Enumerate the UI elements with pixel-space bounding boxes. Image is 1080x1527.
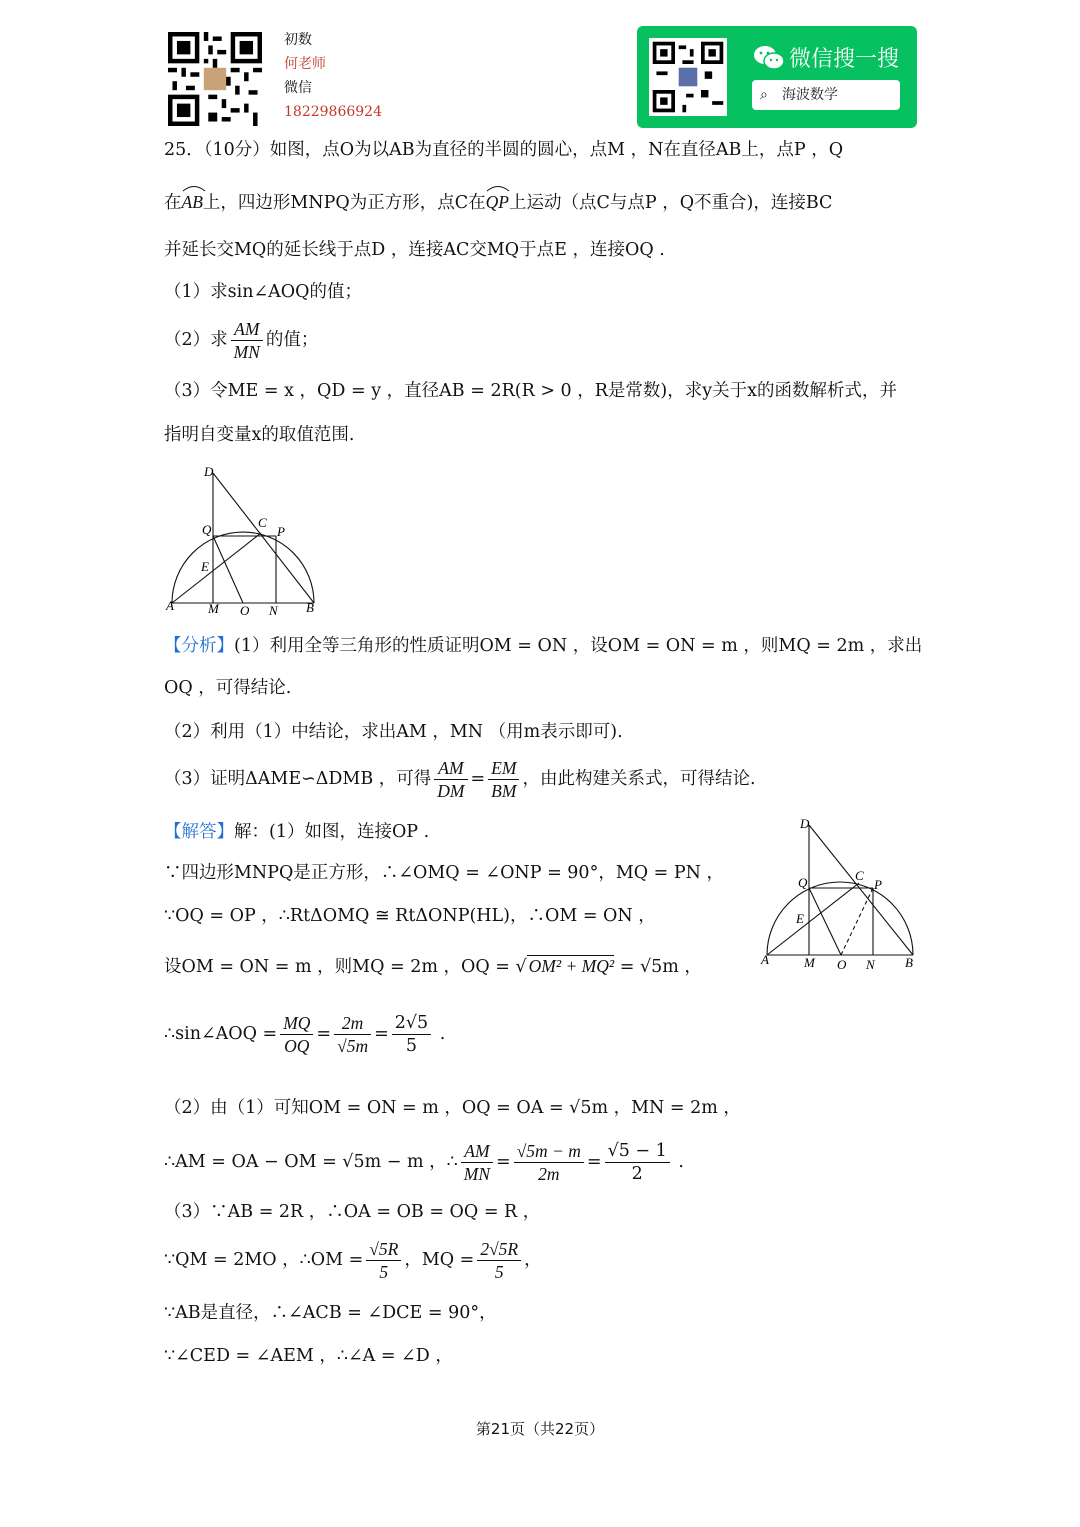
solution-line-3: 设OM = ON = m ，则MQ = 2m ，OQ = √ OM² + MQ² = √5m ， xyxy=(164,956,702,977)
solution-line-5: （2）由（1）可知OM = ON = m ，OQ = OA = √5m ，MN = 2m ， xyxy=(164,1098,741,1118)
question-1: （1）求sin∠AOQ的值； xyxy=(164,282,362,302)
label-m: M xyxy=(208,601,219,616)
label-d: D xyxy=(204,464,214,479)
header-phone: 18229866924 xyxy=(284,104,382,120)
label-c: C xyxy=(258,515,267,530)
solution-tag: 【解答】 xyxy=(164,822,234,842)
label-o: O xyxy=(240,603,250,618)
header-label-wechat: 微信 xyxy=(284,80,312,96)
label-e-2: E xyxy=(796,911,804,926)
analysis-line-2: OQ ，可得结论. xyxy=(164,678,292,698)
solution-line-7: （3）∵AB = 2R ，∴OA = OB = OQ = R ， xyxy=(164,1202,541,1222)
label-c-2: C xyxy=(855,868,864,883)
search-icon: ⌕ xyxy=(760,87,768,103)
question-3: （3）令ME = x ，QD = y ，直径AB = 2R(R > 0 ，R是常数)，求y关于x的函数解析式，并 xyxy=(164,381,898,401)
analysis-line-3: （2）利用（1）中结论，求出AM ，MN （用m表示即可). xyxy=(164,722,623,742)
problem-line-3: 并延长交MQ的延长线于点D ，连接AC交MQ于点E ，连接OQ . xyxy=(164,240,665,260)
label-b: B xyxy=(306,600,314,615)
solution-line-8: ∵QM = 2MO ，∴OM = $\frac{√5R}{5}$ ，MQ = $\frac{2√5R}{5}$ ， xyxy=(164,1239,542,1282)
solution-line-2: ∵OQ = OP ，∴RtΔOMQ ≅ RtΔONP(HL)，∴OM = ON ， xyxy=(164,906,656,926)
header-label-teacher: 何老师 xyxy=(284,56,326,72)
geometry-figure-2 xyxy=(755,812,925,977)
analysis-line-4: （3）证明ΔAME∽ΔDMB ，可得 $\frac{AM}{DM}$ = $\frac{EM}{BM}$ ，由此构建关系式，可得结论. xyxy=(164,758,756,801)
problem-line-2: 在 AB上，四边形MNPQ为正方形，点C在 QP上运动（点C与点P ，Q不重合)，连接BC xyxy=(164,190,832,215)
wechat-search-box[interactable] xyxy=(752,80,900,110)
solution-line-4: ∴sin∠AOQ = $\frac{MQ}{OQ}$ = $\frac{2m}{√5m}$ = $\frac{2√5}{5}$ . xyxy=(164,1013,446,1056)
label-n-2: N xyxy=(866,957,875,972)
search-text: 海波数学 xyxy=(782,87,838,103)
solution-line-10: ∵∠CED = ∠AEM ，∴∠A = ∠D ， xyxy=(164,1346,453,1366)
analysis-tag: 【分析】 xyxy=(164,636,234,656)
qr-code-left xyxy=(168,32,262,126)
wechat-logo-icon xyxy=(753,44,785,72)
solution-line-9: ∵AB是直径，∴∠ACB = ∠DCE = 90°， xyxy=(164,1303,497,1323)
page-footer: 第21页（共22页） xyxy=(475,1420,605,1438)
label-o-2: O xyxy=(837,957,847,972)
geometry-figure-1 xyxy=(160,460,330,620)
label-a: A xyxy=(166,598,174,613)
label-q-2: Q xyxy=(798,875,808,890)
analysis-line-1: 【分析】(1）利用全等三角形的性质证明OM = ON ，设OM = ON = m ，则MQ = 2m ，求出 xyxy=(164,636,923,656)
solution-line-6: ∴AM = OA − OM = √5m − m ，∴ $\frac{AM}{MN}$ = $\frac{√5m - m}{2m}$ = $\frac{√5 - 1}{2}$ . xyxy=(164,1141,684,1184)
label-d-2: D xyxy=(800,816,810,831)
wechat-search-banner xyxy=(637,26,917,128)
label-a-2: A xyxy=(761,952,769,967)
label-p: P xyxy=(277,524,285,539)
header-label-chushu: 初数 xyxy=(284,32,312,48)
question-3-continued: 指明自变量x的取值范围. xyxy=(164,425,355,445)
solution-line-1: ∵四边形MNPQ是正方形，∴∠OMQ = ∠ONP = 90°，MQ = PN ， xyxy=(164,863,725,883)
qr-code-right xyxy=(649,38,727,116)
wechat-title: 微信搜一搜 xyxy=(789,47,900,72)
label-n: N xyxy=(269,603,278,618)
label-b-2: B xyxy=(905,955,913,970)
question-2: （2）求 $\frac{AM}{MN}$ 的值； xyxy=(164,319,319,362)
solution-line-0: 【解答】解：(1）如图，连接OP . xyxy=(164,822,430,842)
label-e: E xyxy=(201,559,209,574)
problem-line-1: 25．（10分）如图，点O为以AB为直径的半圆的圆心，点M ，N在直径AB上，点P ，Q xyxy=(164,140,844,160)
label-m-2: M xyxy=(804,955,815,970)
label-p-2: P xyxy=(874,877,882,892)
label-q: Q xyxy=(202,522,212,537)
